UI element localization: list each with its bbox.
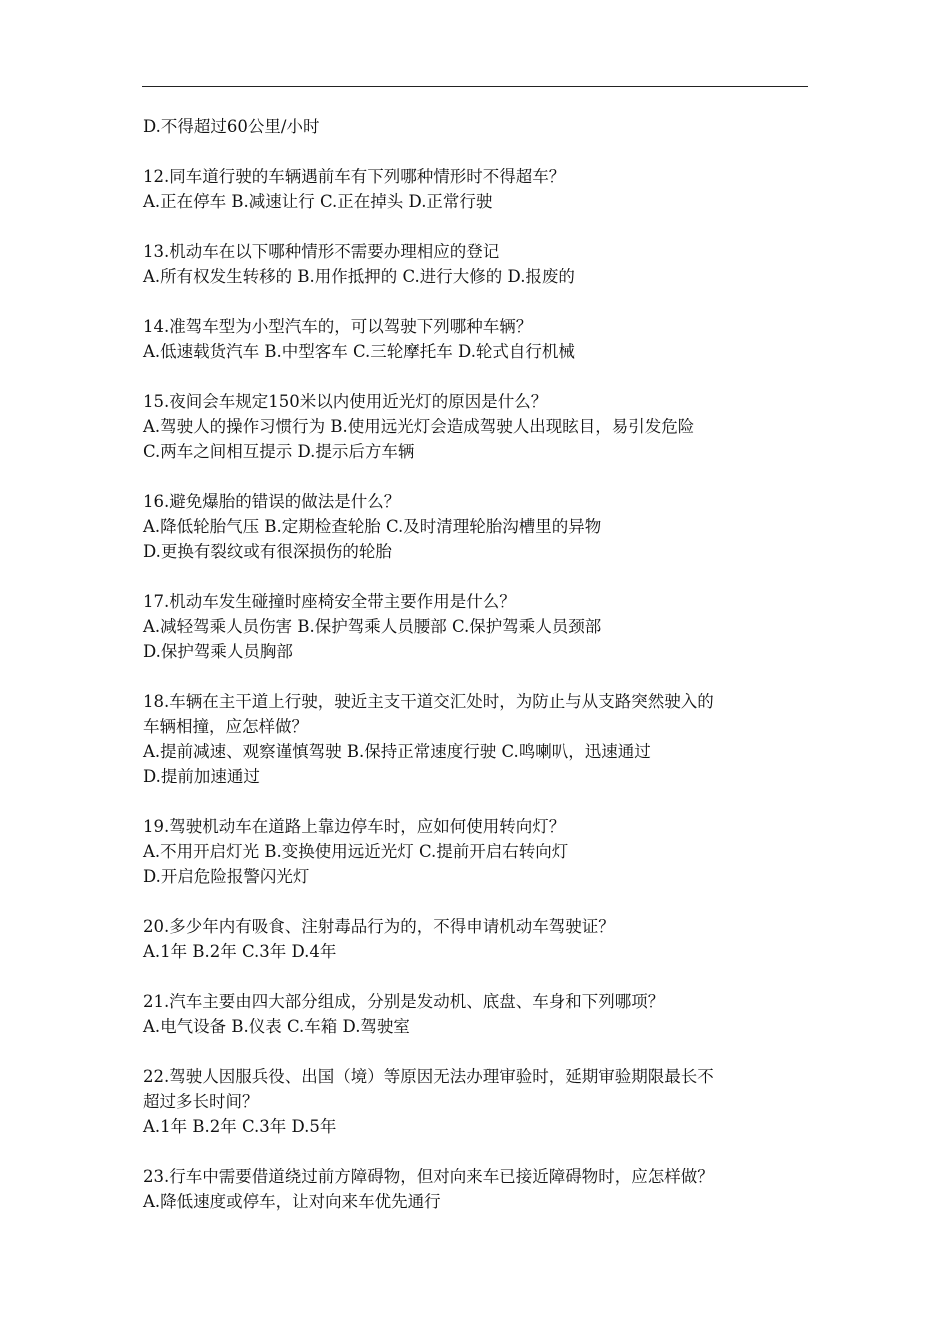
question-text: 18.车辆在主干道上行驶，驶近主支干道交汇处时，为防止与从支路突然驶入的 bbox=[143, 692, 714, 711]
question-text: 13.机动车在以下哪种情形不需要办理相应的登记 bbox=[143, 242, 500, 261]
question-23 bbox=[143, 1164, 813, 1214]
question-text: 17.机动车发生碰撞时座椅安全带主要作用是什么？ bbox=[143, 592, 516, 611]
continued-answer bbox=[143, 114, 813, 139]
answer-options: A.1年 B.2年 C.3年 D.5年 bbox=[143, 1117, 337, 1136]
header-rule bbox=[142, 86, 808, 87]
answer-options: D.开启危险报警闪光灯 bbox=[143, 867, 310, 886]
question-text: 16.避免爆胎的错误的做法是什么？ bbox=[143, 492, 401, 511]
answer-options: A.降低轮胎气压 B.定期检查轮胎 C.及时清理轮胎沟槽里的异物 bbox=[143, 517, 602, 536]
question-text: 23.行车中需要借道绕过前方障碍物，但对向来车已接近障碍物时，应怎样做？ bbox=[143, 1167, 714, 1186]
answer-options: A.低速载货汽车 B.中型客车 C.三轮摩托车 D.轮式自行机械 bbox=[143, 342, 575, 361]
question-12 bbox=[143, 164, 813, 214]
answer-options: A.提前减速、观察谨慎驾驶 B.保持正常速度行驶 C.鸣喇叭，迅速通过 bbox=[143, 742, 651, 761]
question-21 bbox=[143, 989, 813, 1039]
question-text: 22.驾驶人因服兵役、出国（境）等原因无法办理审验时，延期审验期限最长不 bbox=[143, 1067, 714, 1086]
question-17 bbox=[143, 589, 813, 664]
question-text: 20.多少年内有吸食、注射毒品行为的，不得申请机动车驾驶证？ bbox=[143, 917, 615, 936]
answer-options: A.减轻驾乘人员伤害 B.保护驾乘人员腰部 C.保护驾乘人员颈部 bbox=[143, 617, 602, 636]
answer-options: C.两车之间相互提示 D.提示后方车辆 bbox=[143, 442, 415, 461]
question-16 bbox=[143, 489, 813, 564]
question-20 bbox=[143, 914, 813, 964]
answer-options: A.所有权发生转移的 B.用作抵押的 C.进行大修的 D.报废的 bbox=[143, 267, 575, 286]
answer-options: D.更换有裂纹或有很深损伤的轮胎 bbox=[143, 542, 392, 561]
answer-line: D.不得超过60公里/小时 bbox=[143, 117, 320, 136]
answer-options: A.1年 B.2年 C.3年 D.4年 bbox=[143, 942, 337, 961]
answer-options: D.提前加速通过 bbox=[143, 767, 260, 786]
document-body bbox=[143, 114, 813, 1214]
question-text: 19.驾驶机动车在道路上靠边停车时，应如何使用转向灯？ bbox=[143, 817, 566, 836]
question-18 bbox=[143, 689, 813, 789]
answer-options: A.正在停车 B.减速让行 C.正在掉头 D.正常行驶 bbox=[143, 192, 493, 211]
answer-options: A.电气设备 B.仪表 C.车箱 D.驾驶室 bbox=[143, 1017, 410, 1036]
question-19 bbox=[143, 814, 813, 889]
question-text: 12.同车道行驶的车辆遇前车有下列哪种情形时不得超车？ bbox=[143, 167, 566, 186]
question-text: 车辆相撞，应怎样做？ bbox=[143, 717, 308, 736]
question-text: 14.准驾车型为小型汽车的，可以驾驶下列哪种车辆？ bbox=[143, 317, 533, 336]
question-13 bbox=[143, 239, 813, 289]
question-text: 超过多长时间？ bbox=[143, 1092, 259, 1111]
answer-options: D.保护驾乘人员胸部 bbox=[143, 642, 293, 661]
answer-options: A.驾驶人的操作习惯行为 B.使用远光灯会造成驾驶人出现眩目，易引发危险 bbox=[143, 417, 695, 436]
answer-options: A.不用开启灯光 B.变换使用远近光灯 C.提前开启右转向灯 bbox=[143, 842, 569, 861]
question-text: 15.夜间会车规定150米以内使用近光灯的原因是什么？ bbox=[143, 392, 548, 411]
question-text: 21.汽车主要由四大部分组成，分别是发动机、底盘、车身和下列哪项？ bbox=[143, 992, 665, 1011]
question-14 bbox=[143, 314, 813, 364]
answer-options: A.降低速度或停车，让对向来车优先通行 bbox=[143, 1192, 441, 1211]
question-22 bbox=[143, 1064, 813, 1139]
question-15 bbox=[143, 389, 813, 464]
